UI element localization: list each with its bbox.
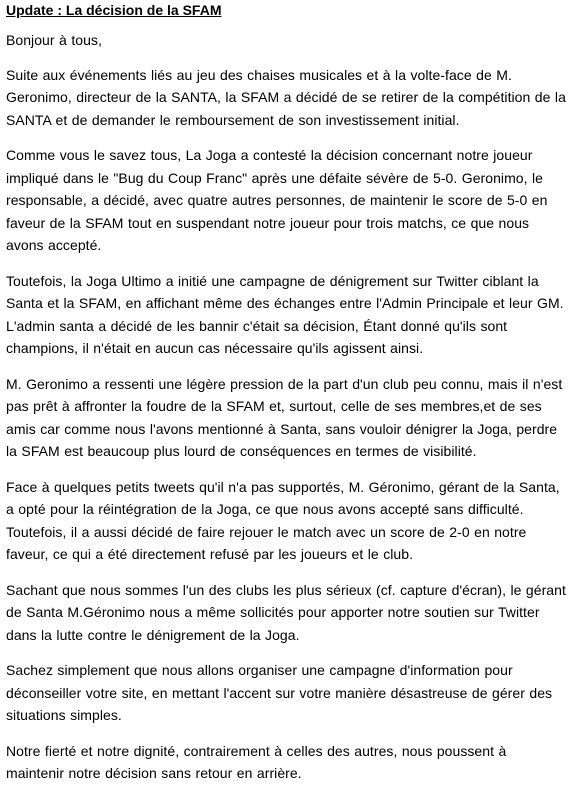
document-body xyxy=(6,2,568,798)
paragraph-reintegration: Face à quelques petits tweets qu'il n'a pas supportés, M. Géronimo, gérant de la Santa, a opté pour la réintégration de la Joga, ce que nous avons accepté sans difficulté. Toutefois, il a aussi décidé de faire rejouer le match avec un score de 2-0 en notre faveur, ce qui a été directement refusé par les joueurs et le club. xyxy=(6,478,560,562)
paragraph-twitter-campaign: Toutefois, la Joga Ultimo a initié une campagne de dénigrement sur Twitter ciblant la Santa et la SFAM, en affichant même des échanges entre l'Admin Principale et leur GM. L'admin santa a décidé de les bannir c'était sa décision, Étant donné qu'ils sont champions, il n'était en aucun cas nécessaire qu'ils agissent ainsi. xyxy=(6,272,564,356)
paragraph-contested-decision: Comme vous le savez tous, La Joga a contesté la décision concernant notre joueur impliqué dans le "Bug du Coup Franc" après une défaite sévère de 5-0. Geronimo, le responsable, a décidé, avec quatre autres personnes, de maintenir le score de 5-0 en faveur de la SFAM tout en suspendant notre joueur pour trois matchs, ce que nous avons accepté. xyxy=(6,147,548,253)
paragraph-withdrawal: Suite aux événements liés au jeu des chaises musicales et à la volte-face de M. Geronimo, directeur de la SANTA, la SFAM a décidé de se retirer de la compétition de la SANTA et de demander le remboursement de son investissement initial. xyxy=(6,66,566,128)
document-title: Update : La décision de la SFAM xyxy=(6,2,222,18)
paragraph-pressure: M. Geronimo a ressenti une légère pression de la part d'un club peu connu, mais il n'est pas prêt à affronter la foudre de la SFAM et, surtout, celle de ses membres,et de ses amis car comme nous l'avons mentionné à Santa, sans vouloir dénigrer la Joga, perdre la SFAM est beaucoup plus lourd de conséquences en termes de visibilité. xyxy=(6,375,563,459)
paragraph-support-request: Sachant que nous sommes l'un des clubs les plus sérieux (cf. capture d'écran), le gérant de Santa M.Géronimo nous a même sollicités pour apporter notre soutien sur Twitter dans la lutte contre le dénigrement de la Joga. xyxy=(6,581,566,643)
greeting-paragraph: Bonjour à tous, xyxy=(6,32,102,48)
paragraph-conclusion: Notre fierté et notre dignité, contrairement à celles des autres, nous poussent à maintenir notre décision sans retour en arrière. xyxy=(6,742,507,781)
paragraph-information-campaign: Sachez simplement que nous allons organiser une campagne d'information pour déconseiller votre site, en mettant l'accent sur votre manière désastreuse de gérer des situations simples. xyxy=(6,662,553,723)
